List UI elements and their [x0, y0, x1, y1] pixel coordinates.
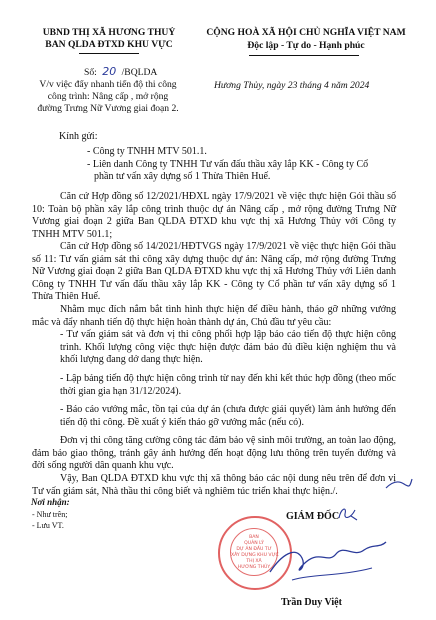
doc-number	[84, 66, 157, 80]
motto: Độc lập - Tự do - Hạnh phúc	[247, 40, 365, 51]
signer-title: GIÁM ĐỐC	[286, 511, 340, 522]
signer-name: Trần Duy Việt	[281, 597, 342, 608]
body-para-5: Vậy, Ban QLDA ĐTXD khu vực thị xã thông báo các nội dung nêu trên để đơn vị Tư vấn giám sát, Nhà thầu thi công biết và nghiêm túc triển khai thực hiện./.	[32, 473, 396, 497]
pen-tick-mark	[384, 476, 414, 492]
seal-text: DỰ ÁN ĐẦU TƯ	[236, 547, 272, 552]
cc-label: Nơi nhận:	[31, 497, 70, 507]
body-para-4: Đơn vị thi công tăng cường công tác đảm bảo vệ sinh môi trường, an toàn lao động, đảm bảo giao thông, tránh gây ảnh hưởng đến hoạt động lưu thông trên tuyến đường và đời sống người dân quanh khu vực.	[32, 435, 396, 472]
seal-text: HƯƠNG THỦY	[237, 565, 271, 570]
cc-item-1: - Như trên;	[32, 510, 68, 519]
recipient-1: - Công ty TNHH MTV 501.1.	[87, 146, 207, 157]
recipients-label: Kính gửi:	[59, 131, 98, 142]
doc-number-suffix: /BQLDA	[121, 67, 158, 78]
body-para-3: Nhằm mục đích nắm bắt tình hình thực hiện để điều hành, tháo gỡ những vướng mắc và đẩy nhanh tiến độ thực hiện hoàn thành dự án, Chủ đầu tư yêu cầu:	[32, 304, 396, 328]
header-left-rule	[79, 53, 139, 54]
doc-number-prefix: Số:	[84, 67, 97, 78]
recipient-2-cont: phần tư vấn xây dựng số 1 Thừa Thiên Huế.	[94, 171, 271, 182]
seal-text: XÂY DỰNG KHU VỰC	[231, 553, 279, 558]
seal-text: BAN	[249, 535, 259, 540]
seal-text: QUẢN LÝ	[244, 541, 264, 546]
subject-line-1: V/v việc đẩy nhanh tiến độ thi công	[39, 79, 177, 90]
org-name: UBND THỊ XÃ HƯƠNG THUỶ	[42, 27, 176, 38]
recipient-2: - Liên danh Công ty TNHH Tư vấn đấu thầu xây lắp KK - Công ty Cổ	[87, 159, 369, 170]
body-bullet-1: - Tư vấn giám sát và đơn vị thi công phối hợp lập báo cáo tiến độ thực hiện công trình. Khối lượng công việc thực hiện được đảm bảo đủ điều kiện nghiệm thu và khối lượng đang dở dang thực hiện.	[60, 329, 396, 366]
country-name: CỘNG HOÀ XÃ HỘI CHỦ NGHĨA VIỆT NAM	[206, 27, 406, 38]
handwritten-signature	[262, 524, 392, 592]
subject-line-2: công trình: Nâng cấp , mở rộng	[47, 91, 169, 102]
date-line: Hương Thủy, ngày 23 tháng 4 năm 2024	[214, 80, 370, 91]
cc-item-2: - Lưu VT.	[32, 521, 64, 530]
initials-mark	[335, 504, 361, 524]
seal-text: THỊ XÃ	[246, 559, 262, 564]
doc-number-value: 20	[102, 65, 117, 78]
body-para-2: Căn cứ Hợp đồng số 14/2021/HĐTVGS ngày 17/9/2021 về việc thực hiện Gói thầu số 11: Tư vấn giám sát thi công xây dựng thuộc dự án: Nâng cấp, mở rộng đường Trưng Nữ Vương giai đoạn 2 giữa Ban QLDA ĐTXD khu vực thị xã Hương Thủy với Liên danh Công ty TNHH Tư vấn đấu thầu xây lắp KK - Công ty Cổ phần tư vấn xây dựng số 1 Thừa Thiên Huế.	[32, 241, 396, 303]
body-bullet-3: - Báo cáo vướng mắc, tồn tại của dự án (chưa được giải quyết) làm ảnh hưởng đến tiến độ thi công. Đề xuất ý kiến tháo gỡ vướng mắc (nếu có).	[60, 404, 396, 428]
body-bullet-2: - Lập bảng tiến độ thực hiện công trình từ nay đến khi kết thúc hợp đồng (theo mốc thời gian gia hạn 31/12/2024).	[60, 373, 396, 397]
body-para-1: Căn cứ Hợp đồng số 12/2021/HĐXL ngày 17/9/2021 về việc thực hiện Gói thầu số 10: Toàn bộ phần xây lắp công trình thuộc dự án Nâng cấp , mở rộng đường Trưng Nữ Vương giai đoạn 2 giữa Ban QLDA ĐTXD khu vực thị xã Hương Thủy với Công ty TNHH MTV 501.1;	[32, 191, 396, 240]
org-unit: BAN QLDA ĐTXD KHU VỰC	[45, 39, 173, 50]
header-right-rule	[249, 55, 359, 56]
subject-line-3: đường Trưng Nữ Vương giai đoạn 2.	[37, 103, 179, 114]
